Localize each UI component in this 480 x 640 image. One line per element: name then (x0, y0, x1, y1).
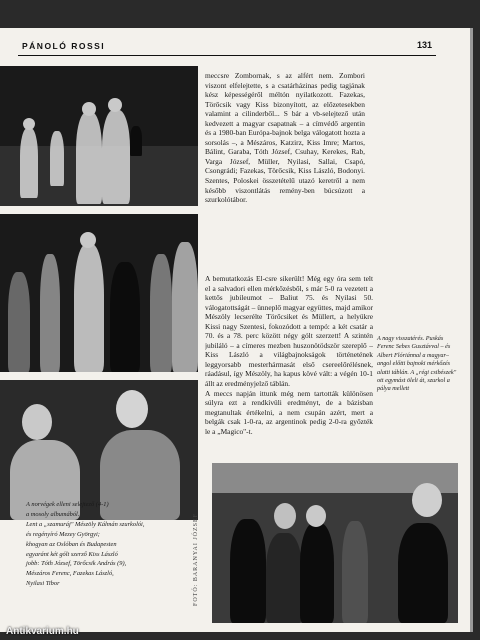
photo-crowd (0, 214, 198, 372)
bottom-caption: A norvégek elleni selejtező (4-1) a mosoly albumából. Lent a „szamuráj" Mészöly Kálmán szurkolói, és regényíró Mezey Györgyi; khogyan az Oslóban és Budapesten egyaránt két gólt szerző Kiss László jobb: Tóth József, Törőcsik András (9), Mészáros Ferenc, Fazekas László, Nyilasi Tibor (26, 501, 145, 588)
body-column-2: A bemutatkozás El-csre sikerült! Még egy óra sem telt el a salvadori ellen mérkőzésből, s már 5-0 ra vezetett a kettős jubileumot – Baliut 75. és Nyilasi 50. válogatottságát – ünneplő magyar együttes, majd amikor Mészöly lecserélte Törőcsiket és Müllert, a helyükre Kissi nagy Szentesi, fokozódott a tempó: a két csatár a 70. és a 78. perc között négy gólt szerzett! A szintén jubiláló – a címeres mezben huszonötödször szereplő – Kiss László a világbajnokságok történetének leggyorsabb mesterhármasát első csereelőrélésnek, ráadásul, így Mészöly, ha kapus kövé vált: a végén 10-1 állt az eredményjelző táblán. A meccs napján ittunk még nem tartották különösen súlyra ezt a rendkívüli eredményt, de a bázisban megtanultak értékelni, a nem csupán azért, mert a belgák csak 1-0-ra, az argentinok pedig 2-0-ra győzték le a „Magico"-t. (205, 274, 373, 436)
body-column-1: meccsre Zombornak, s az alfért nem. Zombori viszont elfelejtette, s a csatárházinas pedig tagjának kész képességéről méltón nyilatkozott. Fazekas, Törőcsik vagy Kiss bizonyított, az előzetesekben valamint a cilinderből... S bár a vb-selejtező után kedvezett a magyar csapatnak – a címvédő argentin és a 1980-ban Európa-bajnok belga válogatott hozta a sorsolás –, a Mészáros, Katzirz, Kiss Imre; Martos, Bálint, Garaba, Tóth József, Csuhay, Kerekes, Rab, Varga József, Müller, Nyilasi, Sallai, Csapó, Csongrádi; Fazekas, Törőcsik, Kiss László, Bodonyi. Szentes, Poloskei összetételű utazó keretről a nem később viszontlátás remény-ben búcsúzott a szurkolótábor. (205, 71, 365, 205)
photo-embrace (212, 463, 458, 623)
photo-credit (185, 466, 215, 616)
running-title: PÁNOLÓ ROSSI (22, 41, 106, 51)
page-edge (470, 28, 473, 632)
book-page (0, 28, 470, 632)
photo-credit-text: FOTÓ: BARANYAI JÓZSEF (193, 512, 199, 606)
photo-celebration (0, 66, 198, 206)
running-header (18, 41, 436, 56)
photo-coaches (0, 380, 198, 520)
page-number: 131 (416, 40, 432, 50)
watermark: Antikvarium.hu (6, 626, 79, 637)
side-caption: A nagy visszatérés. Puskás Ferenc Sebes Gusztávval – és Albert Flóriánnal a magyar–angol előtti bajnoki mérkőzés alatti táblán. A „régi csibészek" ott egymást öleli át, szurkol a pálya mellett (377, 335, 457, 393)
